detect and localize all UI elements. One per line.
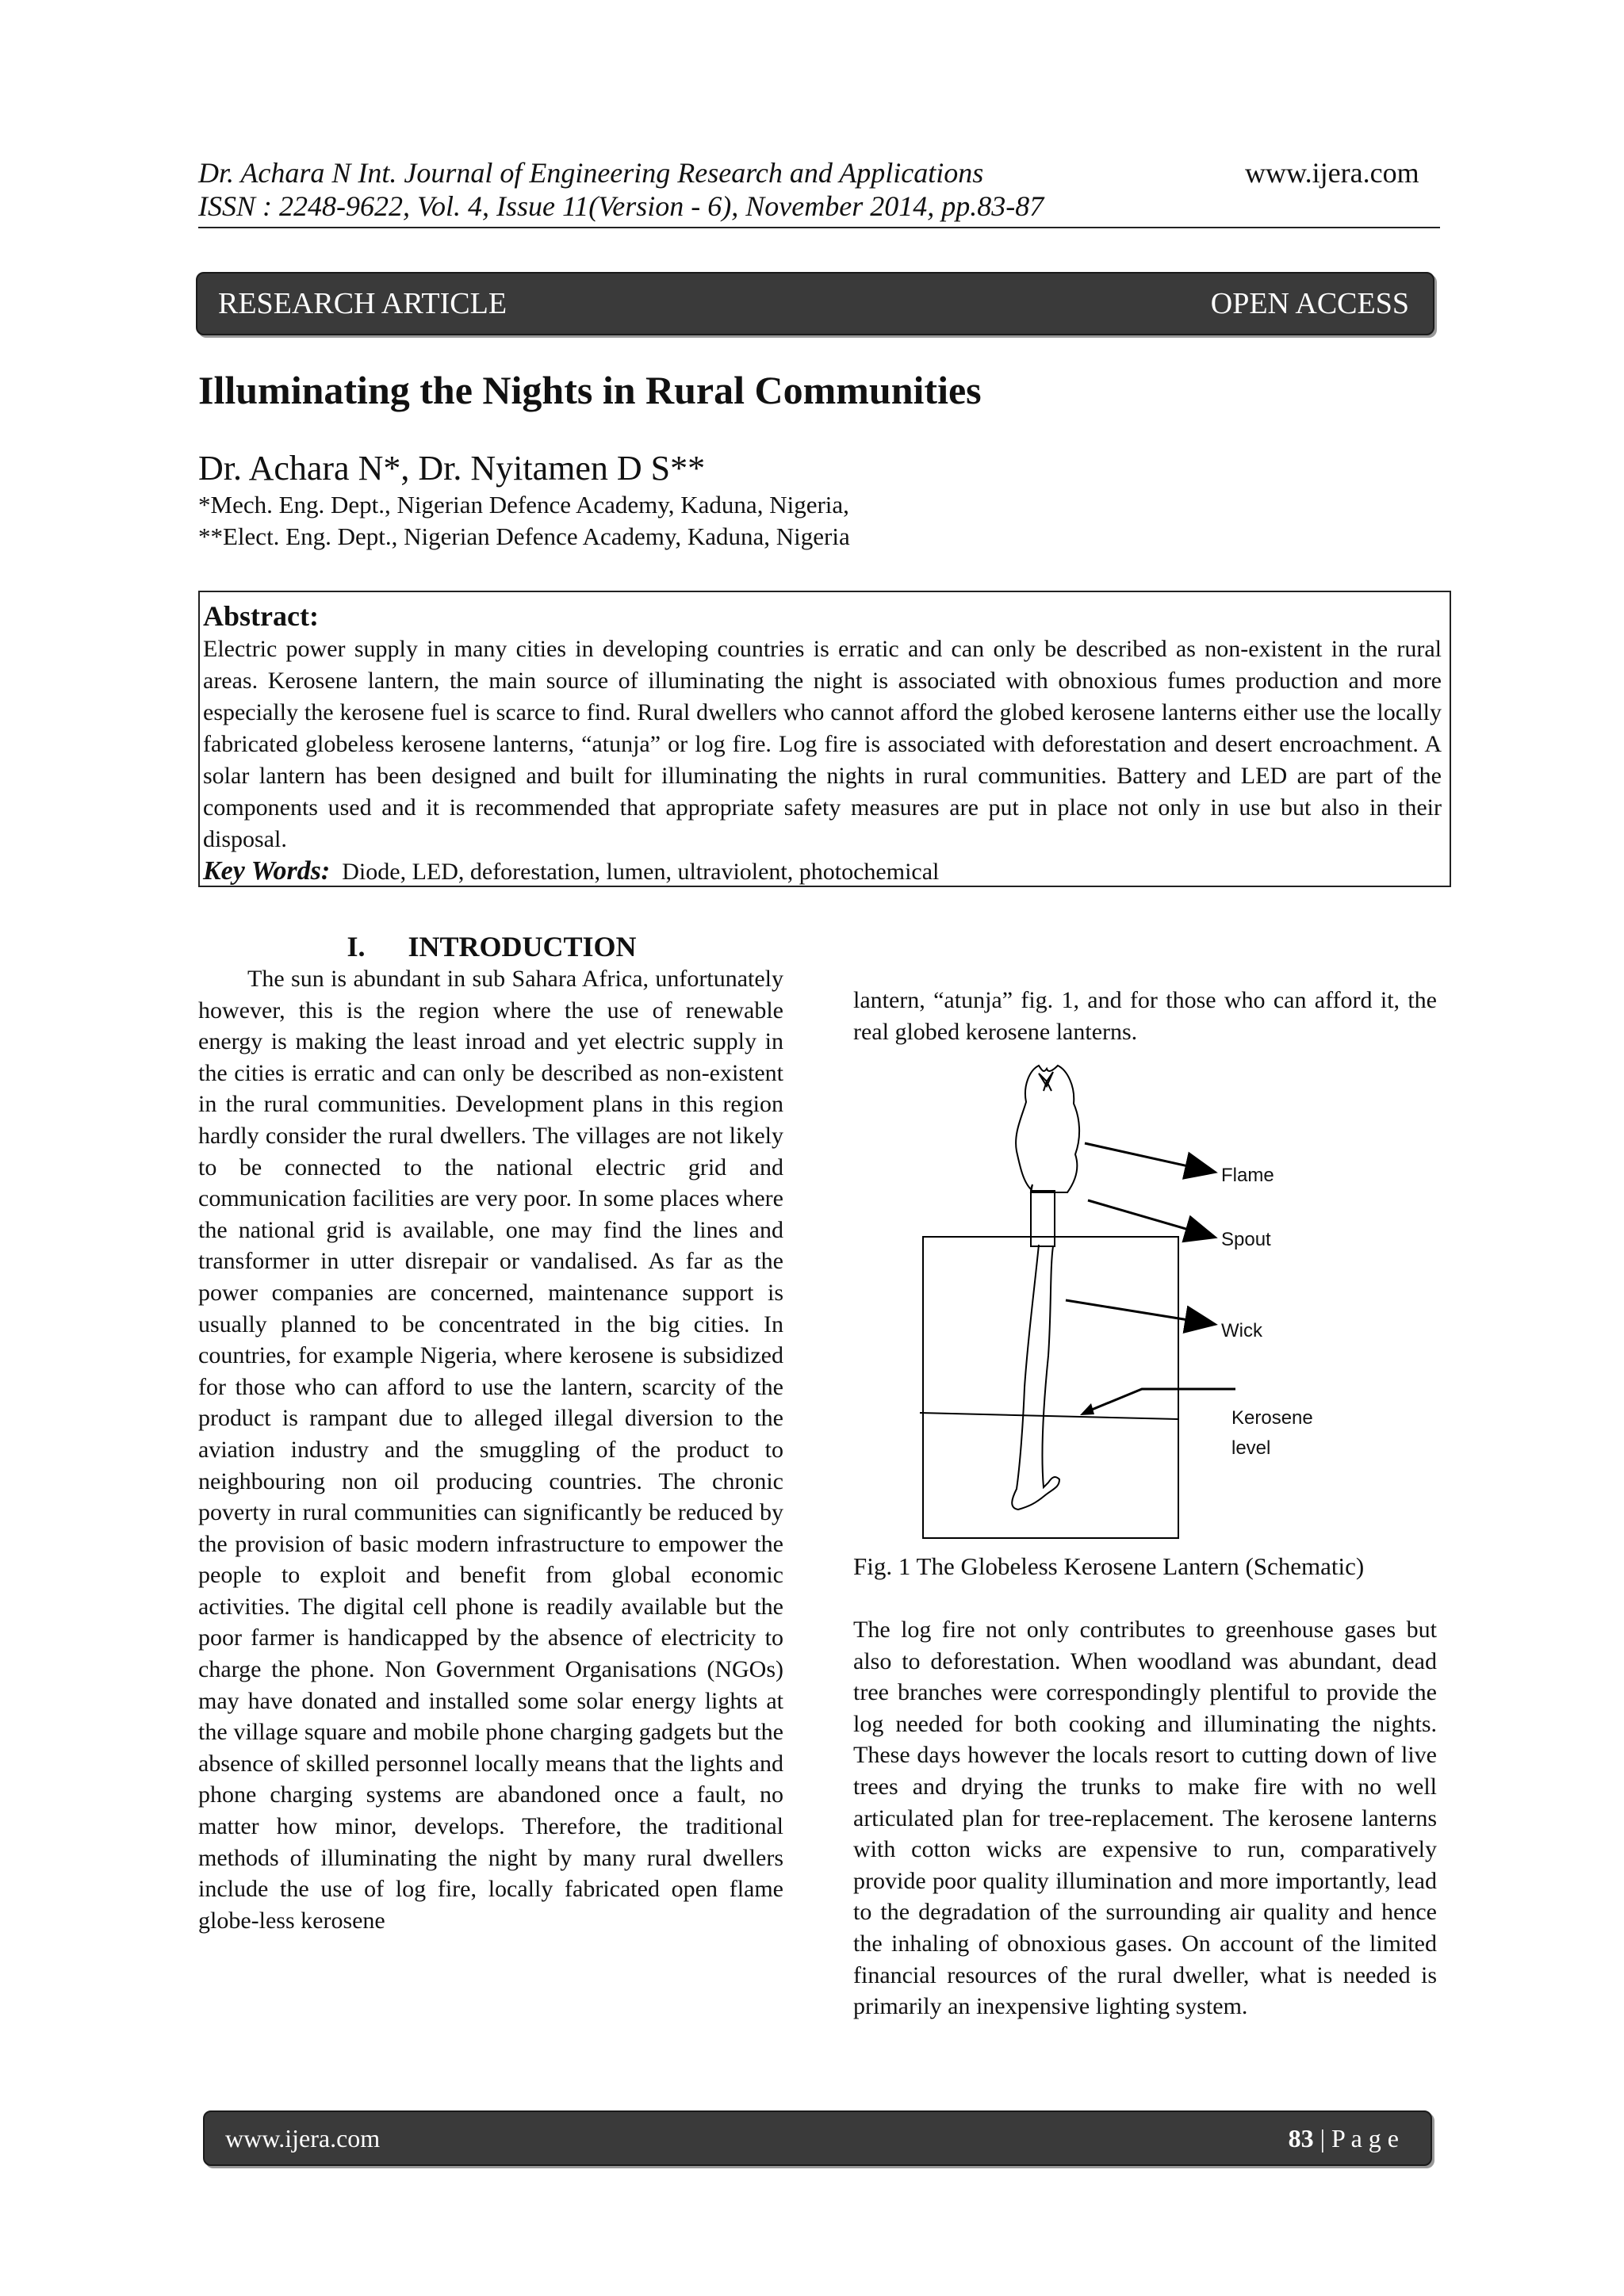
wick-shape: [1012, 1245, 1059, 1510]
open-access-label: OPEN ACCESS: [1210, 287, 1409, 320]
keywords-line: Key Words: Diode, LED, deforestation, lumen, ultraviolent, photochemical: [203, 856, 940, 886]
header-website[interactable]: www.ijera.com: [1245, 157, 1419, 189]
article-type-banner: [196, 272, 1434, 335]
globeless-lantern-schematic: [912, 1054, 1293, 1546]
kerosene-arrowhead: [1080, 1403, 1094, 1415]
abstract-body: Electric power supply in many cities in developing countries is erratic and can only be described as non-existent in the rural areas. Kerosene lantern, the main source of illuminating the night is associated with obnoxious fumes production and more especially the kerosene fuel is scarce to find. Rural dwellers who cannot afford the globed kerosene lanterns either use the locally fabricated globeless kerosene lanterns, “atunja” or log fire. Log fire is associated with deforestation and desert encroachment. A solar lantern has been designed and built for illuminating the nights in rural communities. Battery and LED are part of the components used and it is recommended that appropriate safety measures are put in place not only in use but also in their disposal.: [203, 636, 1442, 852]
journal-line: Dr. Achara N Int. Journal of Engineering Research and Applications: [198, 157, 984, 189]
page-label: | P a g e: [1313, 2124, 1399, 2152]
wick-arrow: [1066, 1300, 1213, 1324]
article-title: Illuminating the Nights in Rural Communities: [198, 368, 982, 412]
authors: Dr. Achara N*, Dr. Nyitamen D S**: [198, 449, 706, 488]
figure-caption: Fig. 1 The Globeless Kerosene Lantern (Schematic): [853, 1552, 1365, 1580]
intro-right-column-top: lantern, “atunja” fig. 1, and for those who can afford it, the real globed kerosene lanterns.: [853, 987, 1437, 1045]
label-flame: Flame: [1221, 1165, 1274, 1186]
footer-banner: [203, 2110, 1432, 2166]
kerosene-level-line: [920, 1413, 1178, 1419]
label-level: level: [1231, 1437, 1271, 1459]
keywords-value: Diode, LED, deforestation, lumen, ultraviolent, photochemical: [342, 859, 940, 885]
affiliation-1: *Mech. Eng. Dept., Nigerian Defence Academy, Kaduna, Nigeria,: [198, 491, 849, 519]
keywords-label: Key Words: [203, 856, 321, 886]
issn-line: ISSN : 2248-9622, Vol. 4, Issue 11(Version - 6), November 2014, pp.83-87: [198, 190, 1044, 222]
abstract-box: [198, 591, 1451, 887]
spout-shape: [1031, 1191, 1055, 1246]
intro-left-column: The sun is abundant in sub Sahara Africa, unfortunately however, this is the region where the use of renewable energy is making the least inroad and yet electric supply in the cities is erratic and can only be described as non-existent in the rural communities. Development plans in this region hardly consider the rural dwellers. The villages are not likely to be connected to the national electric grid and communication facilities are very poor. In some places where the national grid is available, one may find the lines and transformer in utter disrepair or vandalised. As far as the power companies are concerned, maintenance support is usually planned to be concentrated in the big cities. In countries, for example Nigeria, where kerosene is subsidized for those who can afford to use the lantern, scarcity of the product is rampant due to alleged illegal diversion to the aviation industry and the smuggling of the product to neighbouring non oil producing countries. The chronic poverty in rural communities can significantly be reduced by the provision of basic modern infrastructure to empower the people to exploit and benefit from global economic activities. The digital cell phone is readily available but the poor farmer is handicapped by the absence of electricity to charge the phone. Non Government Organisations (NGOs) may have donated and installed some solar energy lights at the village square and mobile phone charging gadgets but the absence of skilled personnel locally means that the lights and phone charging systems are abandoned once a fault, no matter how minor, develops. Therefore, the traditional methods of illuminating the night by many rural dwellers include the use of log fire, locally fabricated open flame globe-less kerosene: [198, 966, 783, 1934]
affiliation-2: **Elect. Eng. Dept., Nigerian Defence Academy, Kaduna, Nigeria: [198, 522, 850, 550]
intro-right-column-bottom: The log fire not only contributes to greenhouse gases but also to deforestation. When woodland was abundant, dead tree branches were correspondingly plentiful to provide the log needed for both cooking and illuminating the nights. These days however the locals resort to cutting down of live trees and drying the trunks to make fire with no well articulated plan for tree-replacement. The kerosene lanterns with cotton wicks are expensive to run, comparatively provide poor quality illumination and more importantly, lead to the degradation of the surrounding air quality and hence the inhaling of obnoxious gases. On account of the limited financial resources of the rural dweller, what is needed is primarily an inexpensive lighting system.: [853, 1617, 1437, 2020]
label-spout: Spout: [1221, 1229, 1271, 1250]
footer-website[interactable]: www.ijera.com: [225, 2124, 381, 2152]
label-wick: Wick: [1221, 1320, 1262, 1341]
spout-arrow: [1088, 1200, 1213, 1237]
page-number: 83: [1288, 2124, 1314, 2152]
page-indicator: [1289, 2112, 1399, 2164]
flame-tip: [1039, 1072, 1053, 1091]
abstract-heading: Abstract:: [203, 600, 319, 632]
section-heading-introduction: I. INTRODUCTION: [347, 931, 637, 962]
header-rule: [198, 227, 1440, 228]
kerosene-arrow: [1088, 1389, 1235, 1411]
label-kerosene: Kerosene: [1231, 1407, 1313, 1429]
research-article-label: RESEARCH ARTICLE: [218, 287, 508, 320]
flame-arrow: [1085, 1143, 1213, 1172]
